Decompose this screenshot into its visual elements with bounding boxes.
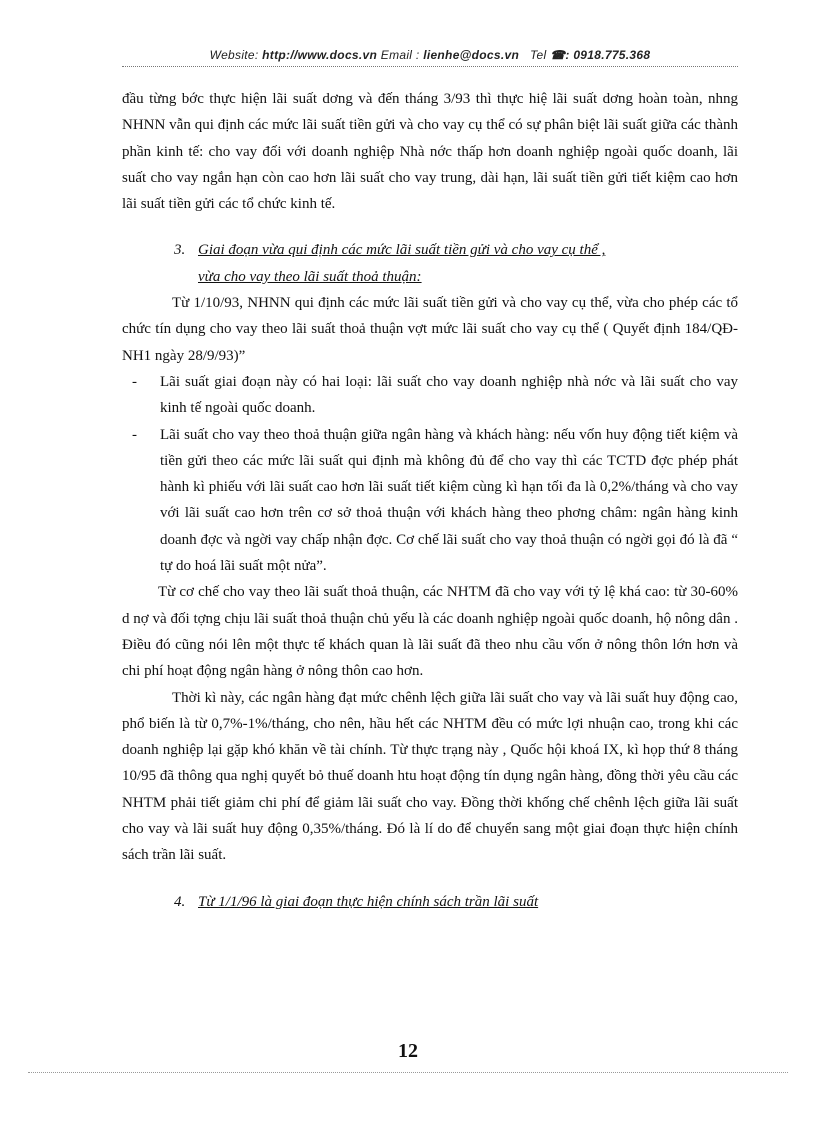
heading-number: 3. [174, 242, 186, 259]
section-heading-4 [174, 889, 738, 915]
paragraph-period: Thời kì này, các ngân hàng đạt mức chênh lệch giữa lãi suất cho vay và lãi suất huy động cao, phổ biến là từ 0,7%-1%/tháng, cho nên, hầu hết các NHTM đều có mức lợi nhuận cao, trong khi các doanh nghiệp lại gặp khó khăn về tài chính. Từ thực trạng này , Quốc hội khoá IX, kì họp thứ 8 tháng 10/95 đã thông qua nghị quyết bỏ thuế doanh htu hoạt động tín dụng ngân hàng, đồng thời yêu cầu các NHTM phải tiết giảm chi phí để giảm lãi suất cho vay. Đồng thời khống chế chênh lệch giữa lãi suất cho vay và lãi suất huy động 0,35%/tháng. Đó là lí do để chuyển sang một giai đoạn thực hiện chính sách trần lãi suất. [122, 689, 738, 864]
phone-icon: ☎: [550, 48, 570, 62]
page-header [122, 48, 738, 62]
tel-label: Tel [530, 48, 547, 62]
footer-divider [28, 1072, 788, 1073]
list-item-text: Lãi suất giai đoạn này có hai loại: lãi suất cho vay doanh nghiệp nhà nớc và lãi suất cho vay kinh tế ngoài quốc doanh. [160, 373, 738, 417]
bullet-dash: - [132, 373, 137, 390]
heading-number: 4. [174, 893, 186, 910]
section-heading-3 [174, 237, 738, 290]
paragraph-decision: Từ 1/10/93, NHNN qui định các mức lãi suất tiền gửi và cho vay cụ thể, vừa cho phép các tổ chức tín dụng cho vay theo lãi suất thoả thuận vợt mức lãi suất cho vay cụ thể ( Quyết định 184/QĐ-NH1 ngày 28/9/93)” [122, 295, 738, 364]
email-label: Email : [380, 48, 420, 62]
website-label: Website: [209, 48, 259, 62]
list-item [122, 369, 738, 422]
email-link[interactable]: lienhe@docs.vn [423, 48, 520, 62]
document-body [122, 86, 738, 915]
heading-text-line-1: Từ 1/1/96 là giai đoạn thực hiện chính sách trần lãi suất [198, 893, 539, 910]
list-item-text: Lãi suất cho vay theo thoả thuận giữa ngân hàng và khách hàng: nếu vốn huy động tiết kiệm và tiền gửi theo các mức lãi suất qui định mà không đủ để cho vay thì các TCTD đợc phép phát hành kì phiếu với lãi suất cao hơn lãi suất tiết kiệm cùng kì hạn tối đa là 0,2%/tháng và cho vay với lãi suất cao hơn trên cơ sở thoả thuận với khách hàng theo phơng châm: ngân hàng kinh doanh đợc và ngời vay chấp nhận đợc. Cơ chế lãi suất cho vay thoả thuận có ngời gọi đó là đã “ tự do hoá lãi suất một nửa”. [160, 426, 738, 575]
tel-number: 0918.775.368 [573, 48, 651, 62]
heading-text-line-2: vừa cho vay theo lãi suất thoả thuận: [198, 268, 422, 285]
heading-text-line-1: Giai đoạn vừa qui định các mức lãi suất tiền gửi và cho vay cụ thể , [198, 242, 606, 259]
list-item [122, 422, 738, 580]
paragraph-mechanism: Từ cơ chế cho vay theo lãi suất thoả thuận, các NHTM đã cho vay với tỷ lệ khá cao: từ 30-60% d nợ và đối tợng chịu lãi suất thoả thuận chủ yếu là các doanh nghiệp ngoài quốc doanh, hộ nông dân . Điều đó cũng nói lên một thực tế khách quan là lãi suất đã theo nhu cầu vốn ở nông thôn lớn hơn và chi phí hoạt động ngân hàng ở nông thôn cao hơn. [122, 584, 738, 680]
bullet-dash: - [132, 426, 137, 443]
website-link[interactable]: http://www.docs.vn [262, 48, 378, 62]
page-number: 12 [398, 1040, 418, 1062]
header-divider [122, 66, 738, 67]
paragraph-intro: đầu từng bớc thực hiện lãi suất dơng và đến tháng 3/93 thì thực hiệ lãi suất dơng hoàn toàn, nhng NHNN vẫn qui định các mức lãi suất tiền gửi và cho vay cụ thể có sự phân biệt lãi suất giữa các thành phần kinh tế: cho vay đối với doanh nghiệp Nhà nớc thấp hơn doanh nghiệp ngoài quốc doanh, lãi suất cho vay ngắn hạn còn cao hơn lãi suất cho vay trung, dài hạn, lãi suất tiền gửi tiết kiệm cao hơn lãi suất tiền gửi các tổ chức kinh tế. [122, 91, 738, 213]
